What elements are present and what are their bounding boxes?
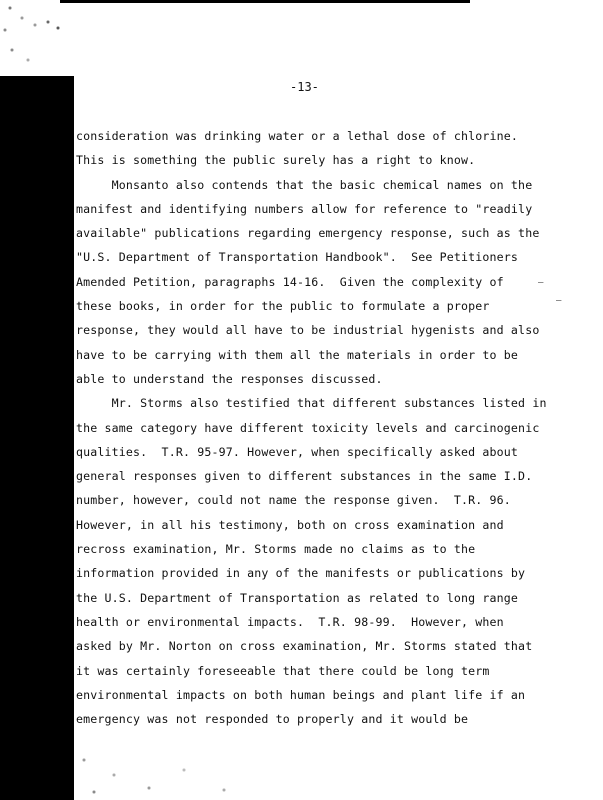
text-line: Amended Petition, paragraphs 14-16. Given the complexity of [76, 274, 504, 289]
text-line: have to be carrying with them all the materials in order to be [76, 347, 519, 362]
margin-mark: — [538, 278, 544, 288]
text-line: consideration was drinking water or a lethal dose of chlorine. [76, 129, 519, 143]
document-body [76, 124, 576, 731]
text-line: available" publications regarding emergency response, such as the [76, 226, 540, 241]
text-line: asked by Mr. Norton on cross examination, Mr. Storms stated that [76, 639, 533, 654]
scan-noise-top-left [0, 0, 75, 70]
text-line: response, they would all have to be industrial hygenists and also [76, 323, 540, 338]
scan-left-margin-bar [0, 76, 74, 800]
text-line: it was certainly foreseeable that there could be long term [76, 663, 490, 678]
text-line: Monsanto also contends that the basic chemical names on the [76, 177, 533, 192]
scan-top-edge [60, 0, 470, 3]
text-line: environmental impacts on both human beings and plant life if an [76, 687, 526, 702]
text-line: general responses given to different substances in the same I.D. [76, 469, 533, 484]
text-line: health or environmental impacts. T.R. 98-99. However, when [76, 614, 504, 629]
text-line: recross examination, Mr. Storms made no claims as to the [76, 542, 476, 557]
scan-noise-bottom-left [74, 740, 254, 800]
text-line: the U.S. Department of Transportation as related to long range [76, 590, 519, 605]
text-line: However, in all his testimony, both on cross examination and [76, 517, 504, 532]
text-line: these books, in order for the public to formulate a proper [76, 299, 490, 314]
text-line: information provided in any of the manifests or publications by [76, 566, 526, 581]
text-line: qualities. T.R. 95-97. However, when specifically asked about [76, 444, 519, 459]
margin-mark: – [556, 296, 562, 306]
text-line: the same category have different toxicity levels and carcinogenic [76, 420, 540, 435]
text-line: manifest and identifying numbers allow for reference to "readily [76, 201, 533, 216]
text-line: This is something the public surely has a right to know. [76, 153, 476, 168]
text-line: able to understand the responses discussed. [76, 371, 383, 386]
text-line: number, however, could not name the response given. T.R. 96. [76, 493, 511, 508]
page-number: -13- [290, 80, 319, 94]
text-line: "U.S. Department of Transportation Handbook". See Petitioners [76, 250, 519, 265]
text-line: Mr. Storms also testified that different substances listed in [76, 396, 547, 411]
text-line: emergency was not responded to properly and it would be [76, 712, 469, 727]
